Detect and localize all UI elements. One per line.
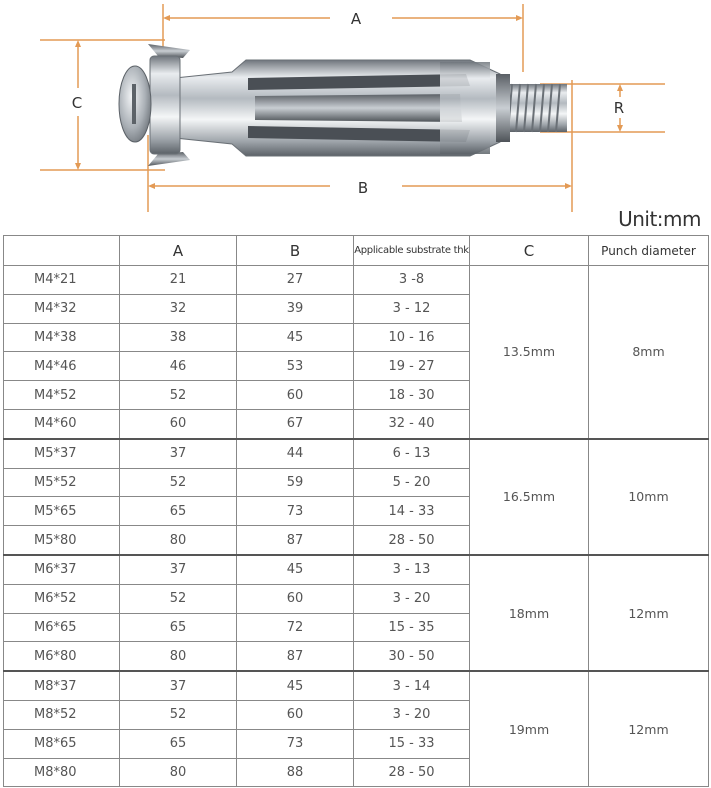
cell-b: 73 — [237, 729, 354, 758]
cell-a: 38 — [120, 323, 237, 352]
cell-c: 18mm — [470, 555, 589, 671]
cell-substrate-thk: 30 - 50 — [354, 642, 470, 671]
anchor-bolt-diagram — [0, 0, 711, 215]
cell-a: 52 — [120, 700, 237, 729]
cell-a: 80 — [120, 642, 237, 671]
anchor-sleeve — [175, 60, 510, 156]
cell-model: M4*38 — [4, 323, 120, 352]
cell-substrate-thk: 3 - 20 — [354, 700, 470, 729]
cell-a: 37 — [120, 555, 237, 584]
cell-a: 37 — [120, 439, 237, 468]
dimension-label-b: B — [357, 179, 369, 197]
cell-a: 52 — [120, 468, 237, 497]
cell-substrate-thk: 15 - 33 — [354, 729, 470, 758]
cell-a: 65 — [120, 497, 237, 526]
cell-b: 27 — [237, 266, 354, 295]
dimension-label-c: C — [71, 94, 83, 112]
cell-b: 45 — [237, 323, 354, 352]
header-substrate-thk: Applicable substrate thk — [354, 236, 470, 266]
cell-substrate-thk: 6 - 13 — [354, 439, 470, 468]
cell-substrate-thk: 3 -8 — [354, 266, 470, 295]
cell-model: M8*37 — [4, 671, 120, 700]
cell-c: 13.5mm — [470, 266, 589, 439]
cell-substrate-thk: 3 - 14 — [354, 671, 470, 700]
cell-model: M5*80 — [4, 526, 120, 555]
cell-model: M4*52 — [4, 381, 120, 410]
cell-punch-diameter: 8mm — [589, 266, 709, 439]
cell-model: M6*65 — [4, 613, 120, 642]
cell-punch-diameter: 10mm — [589, 439, 709, 555]
cell-b: 87 — [237, 642, 354, 671]
dimension-label-r: R — [613, 99, 625, 117]
header-a: A — [120, 236, 237, 266]
cell-a: 46 — [120, 352, 237, 381]
threaded-stud — [505, 84, 567, 132]
table-row — [4, 671, 709, 700]
cell-c: 19mm — [470, 671, 589, 787]
cell-substrate-thk: 32 - 40 — [354, 409, 470, 438]
cell-b: 60 — [237, 700, 354, 729]
header-model — [4, 236, 120, 266]
cell-b: 59 — [237, 468, 354, 497]
cell-b: 60 — [237, 584, 354, 613]
cell-c: 16.5mm — [470, 439, 589, 555]
cell-substrate-thk: 5 - 20 — [354, 468, 470, 497]
cell-model: M6*80 — [4, 642, 120, 671]
cell-punch-diameter: 12mm — [589, 671, 709, 787]
cell-b: 39 — [237, 294, 354, 323]
table-row — [4, 439, 709, 468]
cell-a: 32 — [120, 294, 237, 323]
cell-model: M6*37 — [4, 555, 120, 584]
header-b: B — [237, 236, 354, 266]
cell-substrate-thk: 3 - 13 — [354, 555, 470, 584]
cell-b: 45 — [237, 671, 354, 700]
anchor-head — [119, 44, 190, 166]
table-row — [4, 555, 709, 584]
cell-substrate-thk: 3 - 12 — [354, 294, 470, 323]
cell-model: M4*21 — [4, 266, 120, 295]
cell-a: 52 — [120, 381, 237, 410]
cell-b: 60 — [237, 381, 354, 410]
cell-a: 21 — [120, 266, 237, 295]
cell-substrate-thk: 14 - 33 — [354, 497, 470, 526]
cell-substrate-thk: 10 - 16 — [354, 323, 470, 352]
cell-model: M4*46 — [4, 352, 120, 381]
cell-punch-diameter: 12mm — [589, 555, 709, 671]
table-header-row — [4, 236, 709, 266]
cell-model: M5*52 — [4, 468, 120, 497]
cell-b: 88 — [237, 758, 354, 787]
cell-a: 80 — [120, 758, 237, 787]
cell-a: 52 — [120, 584, 237, 613]
cell-model: M5*37 — [4, 439, 120, 468]
cell-model: M8*65 — [4, 729, 120, 758]
cell-model: M4*60 — [4, 409, 120, 438]
header-c: C — [470, 236, 589, 266]
table-body — [4, 266, 709, 787]
cell-b: 53 — [237, 352, 354, 381]
cell-model: M8*52 — [4, 700, 120, 729]
cell-a: 60 — [120, 409, 237, 438]
cell-a: 65 — [120, 729, 237, 758]
cell-b: 87 — [237, 526, 354, 555]
cell-substrate-thk: 15 - 35 — [354, 613, 470, 642]
cell-a: 37 — [120, 671, 237, 700]
cell-model: M8*80 — [4, 758, 120, 787]
cell-a: 65 — [120, 613, 237, 642]
cell-b: 44 — [237, 439, 354, 468]
cell-b: 67 — [237, 409, 354, 438]
header-punch-diameter: Punch diameter — [589, 236, 709, 266]
cell-substrate-thk: 19 - 27 — [354, 352, 470, 381]
cell-model: M6*52 — [4, 584, 120, 613]
dimension-label-a: A — [350, 10, 362, 28]
cell-a: 80 — [120, 526, 237, 555]
cell-b: 72 — [237, 613, 354, 642]
cell-model: M4*32 — [4, 294, 120, 323]
cell-model: M5*65 — [4, 497, 120, 526]
cell-substrate-thk: 18 - 30 — [354, 381, 470, 410]
table-row — [4, 266, 709, 295]
cell-substrate-thk: 28 - 50 — [354, 758, 470, 787]
cell-substrate-thk: 3 - 20 — [354, 584, 470, 613]
unit-label: Unit:mm — [618, 207, 701, 231]
spec-table — [3, 235, 709, 787]
cell-b: 45 — [237, 555, 354, 584]
cell-b: 73 — [237, 497, 354, 526]
cell-substrate-thk: 28 - 50 — [354, 526, 470, 555]
